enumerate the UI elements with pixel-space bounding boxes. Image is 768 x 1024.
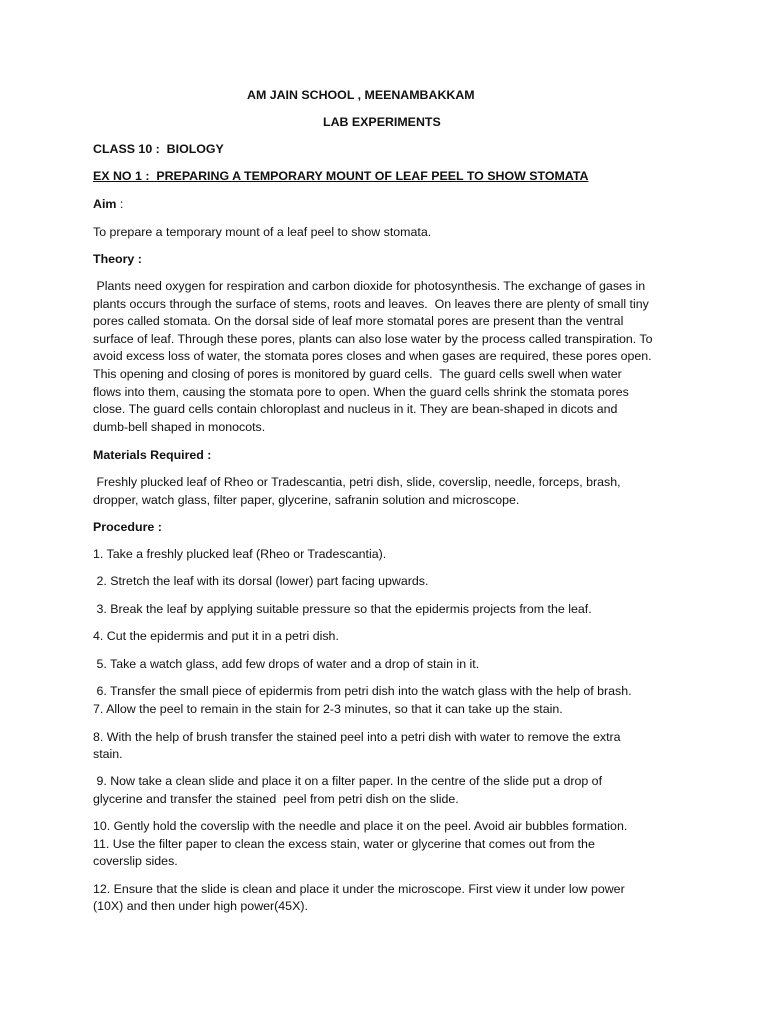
materials-line: dropper, watch glass, filter paper, glycerine, safranin solution and microscope.: [93, 492, 520, 507]
theory-line: close. The guard cells contain chloroplast and nucleus in it. They are bean-shaped in dicots and: [93, 402, 618, 417]
procedure-heading: Procedure :: [93, 520, 162, 534]
document-subtitle: LAB EXPERIMENTS: [323, 115, 441, 129]
procedure-step-6: 6. Transfer the small piece of epidermis from petri dish into the watch glass with the help of brash.: [93, 684, 632, 698]
theory-heading: Theory :: [93, 252, 142, 266]
theory-line: This opening and closing of pores is monitored by guard cells. The guard cells swell when water: [93, 366, 622, 381]
school-name: AM JAIN SCHOOL , MEENAMBAKKAM: [247, 88, 475, 102]
procedure-step-3: 3. Break the leaf by applying suitable pressure so that the epidermis projects from the leaf.: [93, 602, 592, 616]
theory-line: flows into them, causing the stomata pore to open. When the guard cells shrink the stomata pores: [93, 384, 629, 399]
class-line: CLASS 10 : BIOLOGY: [93, 142, 224, 156]
procedure-step-8: 8. With the help of brush transfer the stained peel into a petri dish with water to remove the extra: [93, 730, 621, 744]
materials-heading: Materials Required :: [93, 448, 212, 462]
procedure-step-12-cont: (10X) and then under high power(45X).: [93, 899, 308, 913]
procedure-step-9-cont: glycerine and transfer the stained peel from petri dish on the slide.: [93, 792, 459, 806]
theory-line: surface of leaf. Through these pores, plants can also lose water by the process called transpiration. To: [93, 331, 653, 346]
aim-heading-suffix: :: [116, 197, 124, 211]
procedure-step-5: 5. Take a watch glass, add few drops of water and a drop of stain in it.: [93, 657, 480, 671]
procedure-step-8-cont: stain.: [93, 747, 123, 761]
aim-heading-line: [93, 196, 123, 214]
aim-heading: Aim: [93, 197, 117, 211]
procedure-step-12: 12. Ensure that the slide is clean and place it under the microscope. First view it under low power: [93, 882, 625, 896]
procedure-step-1: 1. Take a freshly plucked leaf (Rheo or Tradescantia).: [93, 547, 387, 561]
procedure-step-7: 7. Allow the peel to remain in the stain for 2-3 minutes, so that it can take up the stain.: [93, 702, 563, 716]
procedure-step-11: 11. Use the filter paper to clean the excess stain, water or glycerine that comes out from the: [93, 837, 595, 851]
theory-line: Plants need oxygen for respiration and carbon dioxide for photosynthesis. The exchange of gases in: [93, 279, 646, 293]
theory-paragraph: [93, 278, 678, 436]
theory-line: avoid excess loss of water, the stomata pores closes and when gases are required, these pores open.: [93, 349, 652, 364]
procedure-step-10: 10. Gently hold the coverslip with the needle and place it on the peel. Avoid air bubbles formation.: [93, 819, 628, 833]
materials-line: Freshly plucked leaf of Rheo or Tradescantia, petri dish, slide, coverslip, needle, forceps, brash,: [93, 475, 621, 489]
procedure-step-9: 9. Now take a clean slide and place it on a filter paper. In the centre of the slide put a drop of: [93, 774, 603, 788]
aim-text: To prepare a temporary mount of a leaf peel to show stomata.: [93, 225, 432, 239]
procedure-step-4: 4. Cut the epidermis and put it in a petri dish.: [93, 629, 339, 643]
theory-line: plants occurs through the surface of stems, roots and leaves. On leaves there are plenty of small tiny: [93, 296, 649, 311]
theory-line: dumb-bell shaped in monocots.: [93, 419, 266, 434]
materials-paragraph: [93, 474, 678, 509]
theory-line: pores called stomata. On the dorsal side of leaf more stomatal pores are present than the ventral: [93, 314, 624, 329]
experiment-title: EX NO 1 : PREPARING A TEMPORARY MOUNT OF LEAF PEEL TO SHOW STOMATA: [93, 169, 589, 183]
procedure-step-11-cont: coverslip sides.: [93, 854, 178, 868]
procedure-step-2: 2. Stretch the leaf with its dorsal (lower) part facing upwards.: [93, 574, 429, 588]
